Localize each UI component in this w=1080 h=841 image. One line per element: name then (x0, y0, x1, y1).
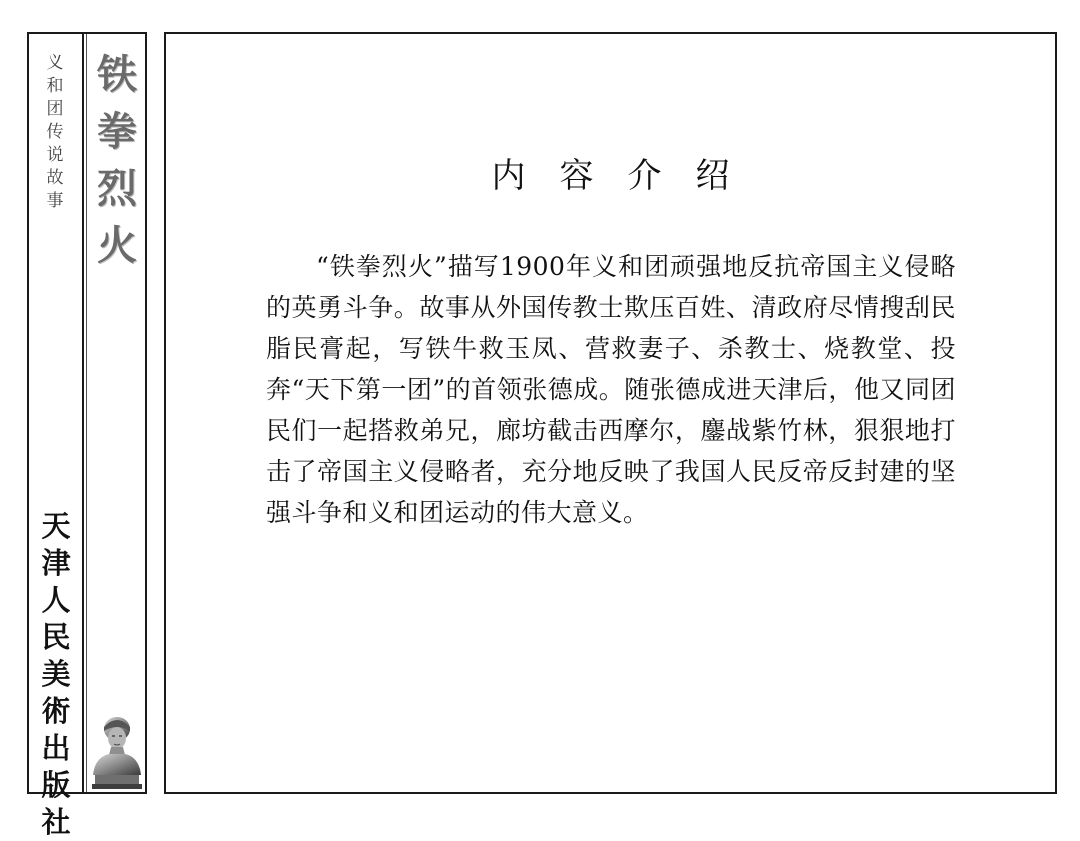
spine-divider (82, 34, 84, 792)
section-heading: 内容介绍 (491, 156, 764, 196)
book-title: 铁拳烈火 (97, 51, 137, 269)
book-spine (27, 32, 147, 839)
bust-sculpture-icon (87, 711, 147, 791)
spine-divider-thin (86, 34, 87, 792)
series-title: 义和团传说故事 (46, 53, 64, 211)
publisher-name: 天津人民美術出版社 (41, 509, 71, 839)
intro-paragraph: “铁拳烈火”描写1900年义和团顽强地反抗帝国主义侵略的英勇斗争。故事从外国传教士欺压百姓、清政府尽情搜刮民脂民膏起，写铁牛救玉凤、营救妻子、杀教士、烧教堂、投奔“天下第一团”的首领张德成。随张德成进天津后，他又同团民们一起搭救弟兄，廊坊截击西摩尔，鏖战紫竹林，狠狠地打击了帝国主义侵略者，充分地反映了我国人民反帝反封建的坚强斗争和义和团运动的伟大意义。 (266, 252, 956, 527)
content-panel (164, 32, 1057, 794)
